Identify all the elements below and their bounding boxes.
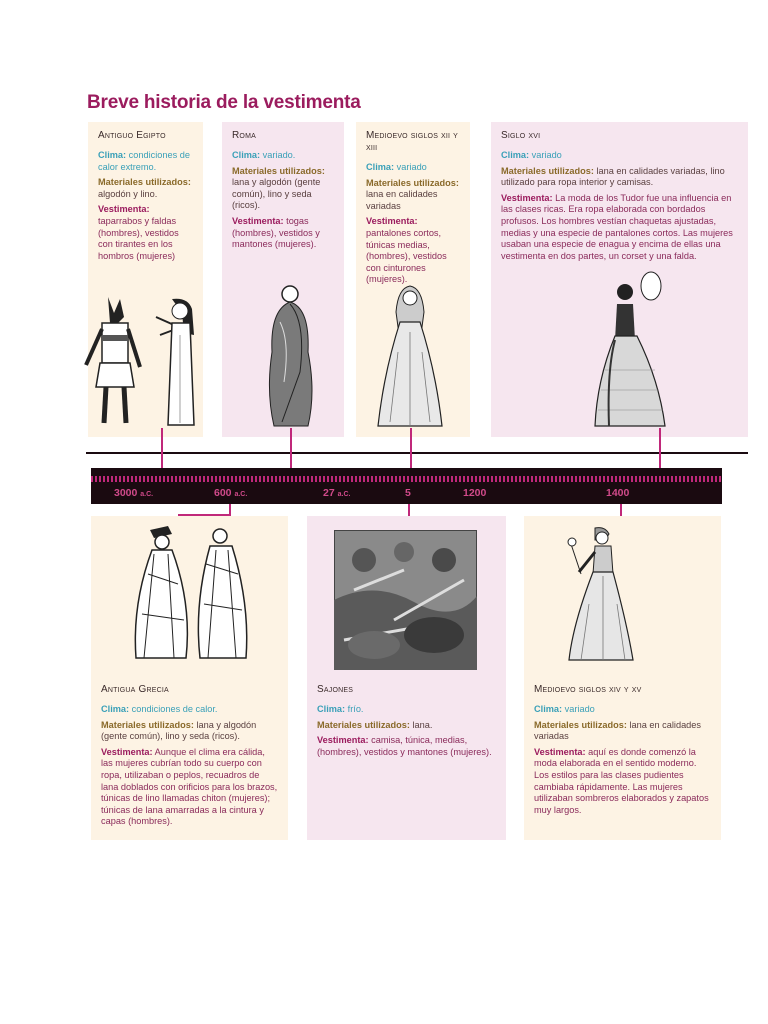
clima-value: frío. — [347, 704, 364, 714]
anubis-figure — [80, 295, 150, 430]
materiales-value: lana y algodón (gente común), lino y seda (ricos). — [101, 719, 257, 742]
medieval-woman-figure — [370, 282, 450, 430]
roman-woman-figure — [260, 282, 320, 430]
connector-roma — [290, 428, 292, 468]
clima-label: Clima: — [366, 162, 395, 172]
vestimenta-label: Vestimenta: — [501, 192, 553, 203]
materiales-label: Materiales utilizados: — [232, 165, 325, 176]
vestimenta-value: La moda de los Tudor fue una influencia en las clases ricas. Era ropa elaborada con bordados profusos. Los hombres vestían chaquetas ajustadas, medias y una especie de pantalones cortos. Las mujeres usaban una especie de enagua y encima de ellas una vestimenta en dos partes, un corset y una falda. — [501, 192, 733, 261]
materiales-value: lana. — [412, 719, 433, 730]
clima-value: condiciones de calor extremo. — [98, 150, 190, 172]
clima-label: Clima: — [98, 150, 127, 160]
year-label: 1200 — [463, 487, 487, 499]
vestimenta-label: Vestimenta: — [232, 215, 284, 226]
card-heading: Roma — [232, 130, 256, 141]
clima-value: variado. — [262, 150, 296, 160]
materiales-value: algodón y lino. — [98, 188, 158, 199]
clima-value: condiciones de calor. — [131, 704, 218, 714]
vestimenta-label: Vestimenta: — [534, 746, 586, 757]
clima-value: variado — [531, 150, 562, 160]
connector-medioevo12 — [410, 428, 412, 468]
card-heading: Antiguo Egipto — [98, 130, 166, 141]
vestimenta-label: Vestimenta: — [317, 735, 369, 746]
vestimenta-label: Vestimenta: — [101, 746, 153, 757]
vestimenta-value: camisa, túnica, medias, (hombres), vestidos y mantones (mujeres). — [317, 735, 492, 757]
year-label: 1400 — [606, 487, 630, 499]
timeline-top-line — [86, 452, 748, 454]
year-label: 5 — [405, 487, 411, 499]
clima-label: Clima: — [232, 150, 261, 160]
medieval-lady-figure — [565, 524, 635, 664]
materiales-value: lana en calidades variadas — [534, 719, 701, 742]
vestimenta-label: Vestimenta: — [366, 216, 418, 227]
clima-label: Clima: — [317, 704, 346, 714]
vestimenta-value: aquí es donde comenzó la moda elaborada en el sentido moderno. Los estilos para las clases pudientes cambiaba rápidamente. Las mujeres utilizaban sombreros elaborados y zapatos muy largos. — [534, 746, 709, 815]
materiales-value: lana en calidades variadas, lino utilizado para ropa interior y camisas. — [501, 165, 725, 188]
saxon-battle-scene — [334, 530, 477, 670]
page-title: Breve historia de la vestimenta — [87, 92, 361, 113]
connector-siglo16 — [659, 428, 661, 468]
clima-value: variado — [396, 162, 427, 172]
tudor-woman-figure — [593, 270, 668, 430]
materiales-value: lana y algodón (gente común), lino y seda (ricos). — [232, 177, 321, 211]
vestimenta-value: taparrabos y faldas (hombres), vestidos con tirantes en los hombros (mujeres) — [98, 215, 179, 261]
year-label: 600 a.C. — [214, 487, 248, 499]
clima-label: Clima: — [534, 704, 563, 714]
materiales-value: lana en calidades variadas — [366, 189, 438, 211]
vestimenta-label: Vestimenta: — [98, 204, 150, 215]
clima-label: Clima: — [501, 150, 530, 160]
materiales-label: Materiales utilizados: — [534, 719, 627, 730]
card-heading: Siglo xvi — [501, 130, 541, 141]
materiales-label: Materiales utilizados: — [98, 177, 191, 188]
year-label: 3000 a.C. — [114, 487, 154, 499]
materiales-label: Materiales utilizados: — [317, 719, 410, 730]
card-heading: Medioevo siglos xiv y xv — [534, 684, 642, 695]
greek-figures — [128, 524, 253, 664]
connector-egipto — [161, 428, 163, 468]
materiales-label: Materiales utilizados: — [366, 177, 459, 188]
materiales-label: Materiales utilizados: — [501, 165, 594, 176]
egyptian-woman-figure — [150, 295, 210, 430]
vestimenta-value: pantalones cortos, túnicas medias, (hombres), vestidos con cinturones (mujeres). — [366, 227, 447, 285]
materiales-label: Materiales utilizados: — [101, 719, 194, 730]
vestimenta-value: togas (hombres), vestidos y mantones (mujeres). — [232, 215, 320, 250]
vestimenta-value: Aunque el clima era cálida, las mujeres cubrían todo su cuerpo con ropa, utilizaban o peplos, recuadros de lana doblados con orificios para los brazos, túnicas de lino llamadas chiton (mujeres); túnicas de lana amarradas a la cintura y capas (hombres). — [101, 746, 278, 827]
clima-value: variado — [564, 704, 595, 714]
card-heading: Sajones — [317, 684, 354, 695]
card-heading: Medioevo siglos xii y xiii — [366, 130, 459, 153]
card-heading: Antigua Grecia — [101, 684, 169, 695]
clima-label: Clima: — [101, 704, 130, 714]
year-label: 27 a.C. — [323, 487, 351, 499]
